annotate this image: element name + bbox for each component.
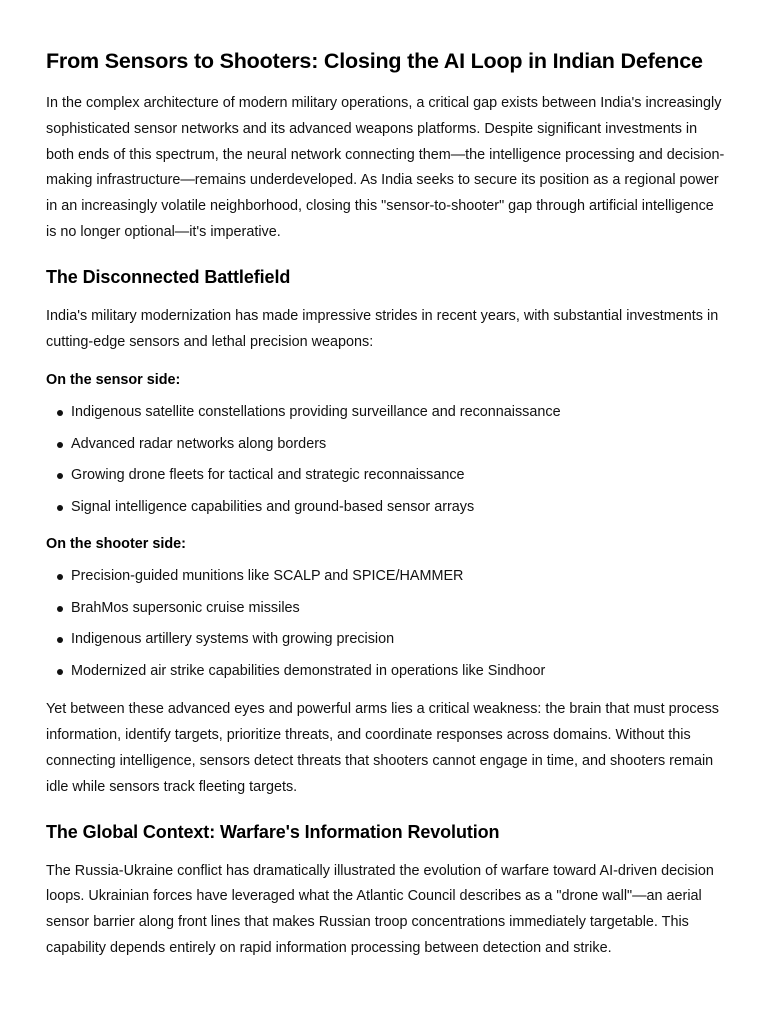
list-item: BrahMos supersonic cruise missiles <box>46 597 728 619</box>
list-item: Indigenous artillery systems with growing precision <box>46 628 728 650</box>
spacer <box>46 391 728 401</box>
spacer <box>46 246 728 264</box>
section-lead-paragraph: India's military modernization has made impressive strides in recent years, with substantial investments in cutting-edge sensors and lethal precision weapons: <box>46 307 719 350</box>
spacer <box>46 801 728 819</box>
sensor-list <box>46 401 728 518</box>
spacer <box>46 355 728 369</box>
list-item: Growing drone fleets for tactical and strategic reconnaissance <box>46 464 728 486</box>
section-closing-paragraph: Yet between these advanced eyes and powerful arms lies a critical weakness: the brain that must process information, identify targets, prioritize threats, and coordinate responses across domains. Without this connecting intelligence, sensors detect threats that shooters cannot engage in time, and shooters remain idle while sensors track fleeting targets. <box>46 701 719 795</box>
shooter-side-heading: On the shooter side: <box>46 536 186 553</box>
intro-paragraph: In the complex architecture of modern military operations, a critical gap exists between India's increasingly sophisticated sensor networks and its advanced weapons platforms. Despite significant investments in both ends of this spectrum, the neural network connecting them—the intelligence processing and decision-making infrastructure—remains underdeveloped. As India seeks to secure its position as a regional power in an increasingly volatile neighborhood, closing this "sensor-to-shooter" gap through artificial intelligence is no longer optional—it's imperative. <box>46 95 725 240</box>
spacer <box>46 290 728 304</box>
list-item: Indigenous satellite constellations providing surveillance and reconnaissance <box>46 401 728 423</box>
section-heading-global-context: The Global Context: Warfare's Information Revolution <box>46 821 500 842</box>
global-context-paragraph: The Russia-Ukraine conflict has dramatically illustrated the evolution of warfare toward AI-driven decision loops. Ukrainian forces have leveraged what the Atlantic Council describes as a "drone wall"—an aerial sensor barrier along front lines that makes Russian troop concentrations immediately targetable. This capability depends entirely on rapid information processing between detection and strike. <box>46 862 714 956</box>
spacer <box>46 555 728 565</box>
article-title: From Sensors to Shooters: Closing the AI Loop in Indian Defence <box>46 49 703 73</box>
list-item: Precision-guided munitions like SCALP and SPICE/HAMMER <box>46 565 728 587</box>
spacer <box>46 845 728 859</box>
list-item: Signal intelligence capabilities and ground-based sensor arrays <box>46 496 728 518</box>
shooter-list <box>46 565 728 682</box>
sensor-side-heading: On the sensor side: <box>46 372 181 389</box>
section-heading-disconnected-battlefield: The Disconnected Battlefield <box>46 266 291 287</box>
list-item: Advanced radar networks along borders <box>46 433 728 455</box>
list-item: Modernized air strike capabilities demonstrated in operations like Sindhoor <box>46 660 728 682</box>
